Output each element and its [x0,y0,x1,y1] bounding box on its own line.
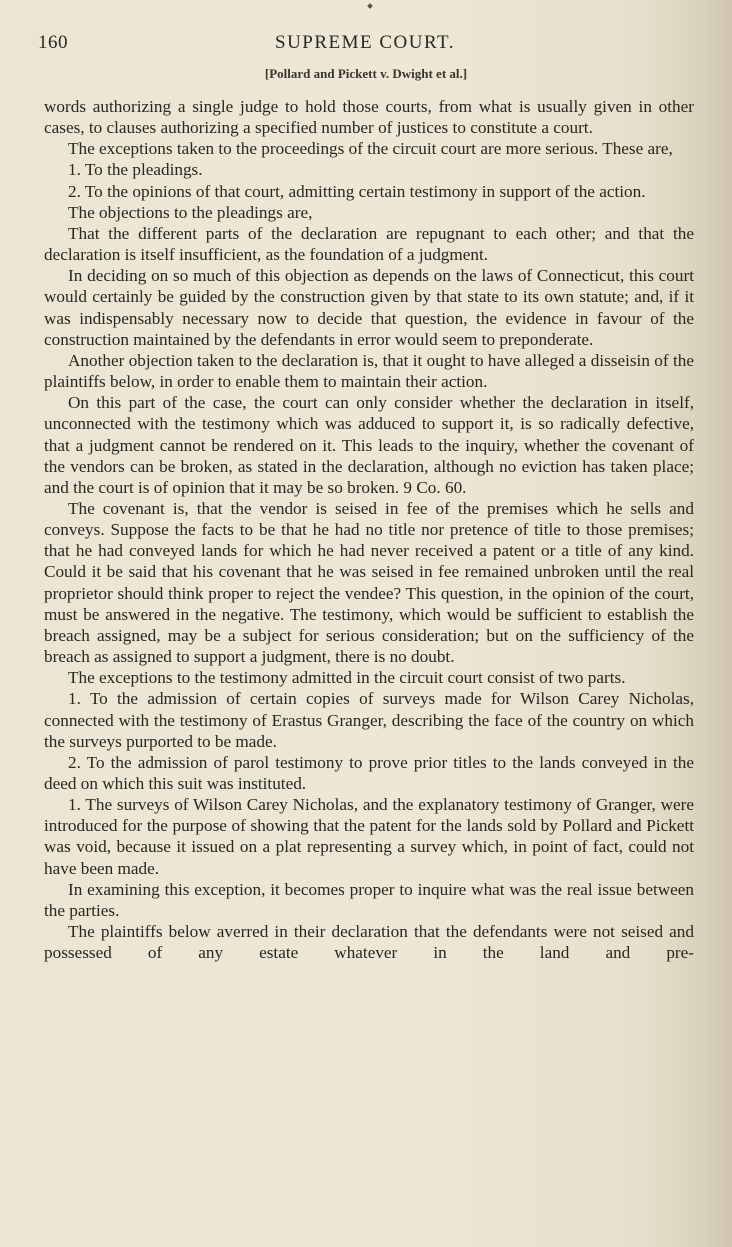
paragraph: The exceptions to the testimony admitted in the circuit court consist of two parts. [68,668,626,688]
paragraph: The covenant is, that the vendor is seised in fee of the premises which he sells and conveys. Suppose the facts to be that he had no title nor pretence of title to those premises; that he had conveyed lands for which he had never received a patent or a title of any kind. Could it be said that his covenant that he was seised in fee remained unbroken until the real proprietor should think proper to reject the vendee? This question, in the opinion of the court, must be answered in the negative. The testimony, which would be sufficient to establish the breach assigned, may be a subject for serious consideration; but on the sufficiency of the breach as assigned to support a judgment, there is no doubt. [44,498,694,667]
page-header [38,32,692,58]
paragraph: On this part of the case, the court can only consider whether the declaration in itself, unconnected with the testimony which was adduced to support it, is so radically defective, that a judgment cannot be rendered on it. This leads to the inquiry, whether the covenant of the vendors can be broken, as stated in the declaration, although no eviction has taken place; and the court is of opinion that it may be so broken. 9 Co. 60. [44,393,694,497]
running-head: SUPREME COURT. [275,32,455,53]
paragraph: The objections to the pleadings are, [68,202,313,222]
paragraph: In deciding on so much of this objection as depends on the laws of Connecticut, this court would certainly be guided by the construction given by that state to its own statute; and, if it was indispensably necessary now to decide that question, the evidence in favour of the construction maintained by the defendants in error would seem to preponderate. [44,266,694,349]
paragraph: 1. The surveys of Wilson Carey Nicholas, and the explanatory testimony of Granger, were introduced for the purpose of showing that the patent for the lands sold by Pollard and Pickett was void, because it issued on a plat representing a survey which, in point of fact, could not have been made. [44,795,694,878]
paragraph: words authorizing a single judge to hold those courts, from what is usually given in other cases, to clauses authorizing a specified number of justices to constitute a court. [44,97,694,138]
page-number: 160 [38,32,68,53]
list-item: 2. To the opinions of that court, admitting certain testimony in support of the action. [68,181,646,201]
paragraph: The plaintiffs below averred in their declaration that the defendants were not seised and possessed of any estate whatever in the land and pre- [44,922,694,963]
paragraph: In examining this exception, it becomes proper to inquire what was the real issue between the parties. [44,879,694,920]
page-corner-mark [367,3,373,9]
list-item: 1. To the admission of certain copies of surveys made for Wilson Carey Nicholas, connected with the testimony of Erastus Granger, describing the face of the country on which the surveys purported to be made. [44,689,694,751]
list-item: 1. To the pleadings. [68,160,203,180]
list-item: 2. To the admission of parol testimony to prove prior titles to the lands conveyed in the deed on which this suit was instituted. [44,752,694,793]
paragraph: That the different parts of the declaration are repugnant to each other; and that the declaration is itself insufficient, as the foundation of a judgment. [44,223,694,265]
body-text [44,96,694,963]
paragraph: Another objection taken to the declaration is, that it ought to have alleged a disseisin of the plaintiffs below, in order to enable them to maintain their action. [44,350,694,392]
paragraph: The exceptions taken to the proceedings of the circuit court are more serious. These are, [68,139,673,159]
case-caption: [Pollard and Pickett v. Dwight et al.] [264,66,468,81]
